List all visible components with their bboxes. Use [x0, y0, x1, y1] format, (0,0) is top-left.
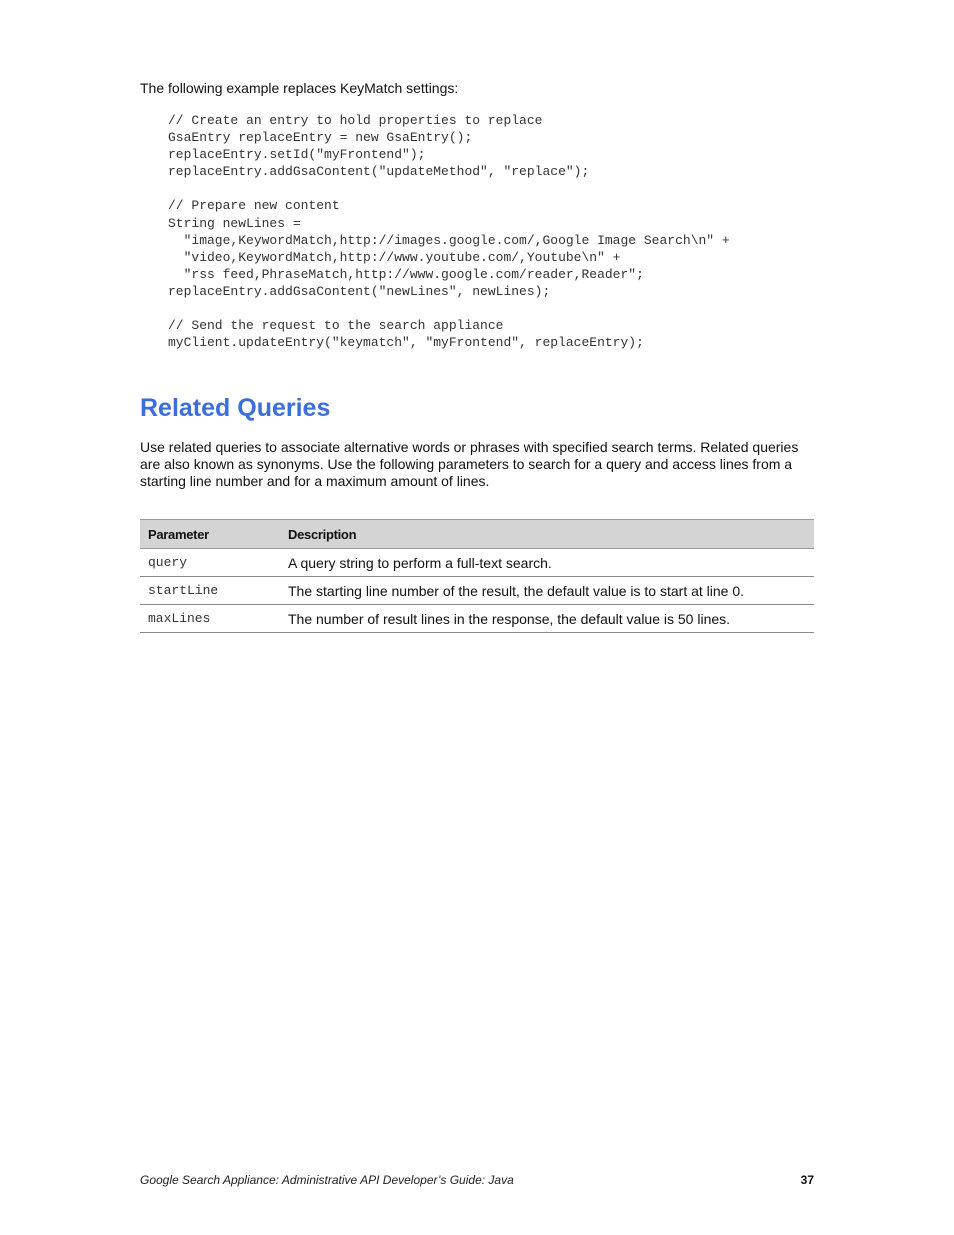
- header-description: Description: [280, 520, 814, 549]
- section-paragraph: Use related queries to associate alternative words or phrases with specified search terms. Related queries are also known as synonyms. Use the following parameters to search for a query and access lines from a starting line number and for a maximum amount of lines.: [140, 439, 799, 489]
- header-parameter: Parameter: [140, 520, 280, 549]
- code-line: replaceEntry.addGsaContent("newLines", newLines);: [168, 283, 551, 299]
- footer-page-number: 37: [800, 1173, 814, 1187]
- parameter-name: startLine: [140, 577, 280, 605]
- code-line: "video,KeywordMatch,http://www.youtube.com/,Youtube\n" +: [168, 249, 621, 265]
- section-title: Related Queries: [140, 394, 331, 422]
- code-line: String newLines =: [168, 215, 301, 231]
- code-line: [168, 180, 730, 197]
- table-header-row: [140, 520, 814, 549]
- code-line: [168, 300, 730, 317]
- parameter-name: maxLines: [140, 605, 280, 633]
- code-line: replaceEntry.addGsaContent("updateMethod", "replace");: [168, 164, 590, 180]
- code-line: "rss feed,PhraseMatch,http://www.google.com/reader,Reader";: [168, 266, 644, 282]
- table-row: [140, 577, 814, 605]
- parameter-table: [140, 519, 814, 633]
- code-line: "image,KeywordMatch,http://images.google.com/,Google Image Search\n" +: [168, 232, 730, 248]
- parameter-description: The starting line number of the result, the default value is to start at line 0.: [280, 577, 814, 605]
- code-block: [168, 112, 730, 351]
- code-line: myClient.updateEntry("keymatch", "myFrontend", replaceEntry);: [168, 335, 644, 351]
- parameter-name: query: [140, 549, 280, 577]
- footer-document-title: Google Search Appliance: Administrative API Developer’s Guide: Java: [140, 1173, 514, 1187]
- table-row: [140, 605, 814, 633]
- code-line: GsaEntry replaceEntry = new GsaEntry();: [168, 130, 473, 146]
- intro-text: The following example replaces KeyMatch settings:: [140, 80, 459, 96]
- code-line: // Prepare new content: [168, 198, 340, 214]
- table-row: [140, 549, 814, 577]
- parameter-description: A query string to perform a full-text search.: [280, 549, 814, 577]
- code-line: // Create an entry to hold properties to replace: [168, 113, 543, 128]
- parameter-description: The number of result lines in the response, the default value is 50 lines.: [280, 605, 814, 633]
- code-line: replaceEntry.setId("myFrontend");: [168, 147, 426, 163]
- code-line: // Send the request to the search appliance: [168, 318, 504, 334]
